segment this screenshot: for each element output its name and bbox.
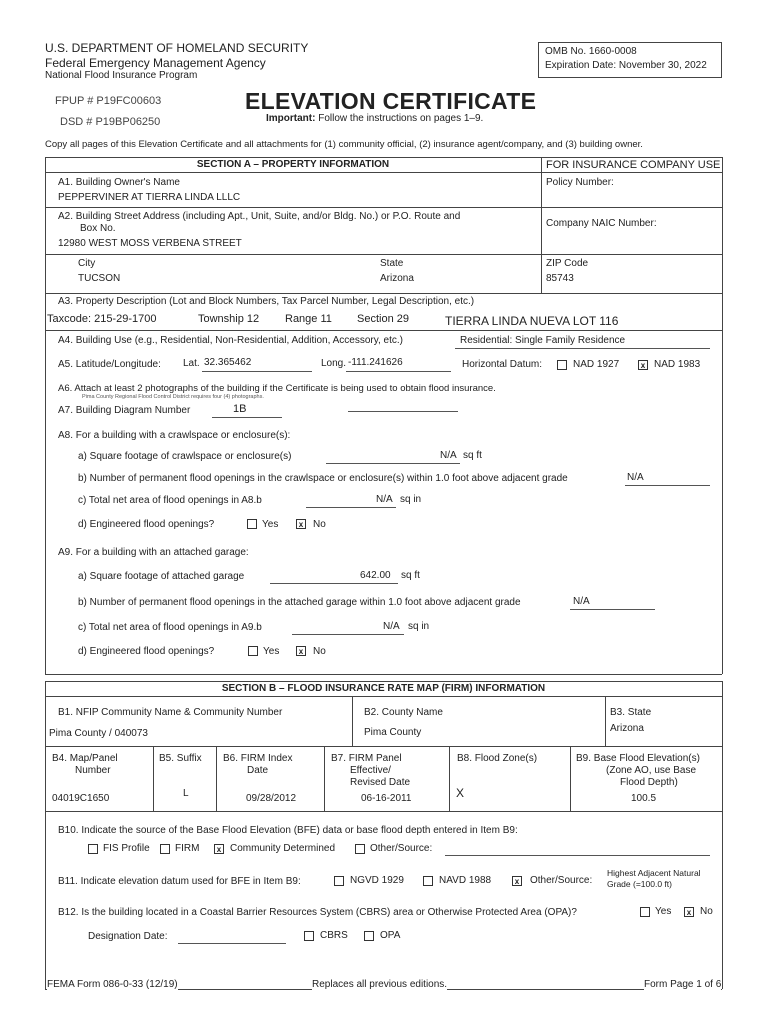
b7-firm-panel-date: 06-16-2011	[361, 793, 412, 804]
a9c-label: c) Total net area of flood openings in A9.b	[78, 622, 262, 633]
b12-no-label: No	[700, 906, 713, 917]
a2-label: A2. Building Street Address (including Apt., Unit, Suite, and/or Bldg. No.) or P.O. Route and	[58, 211, 461, 222]
b6-label-cont: Date	[247, 765, 269, 776]
b8-label: B8. Flood Zone(s)	[457, 753, 538, 764]
a8a-label: a) Square footage of crawlspace or enclosure(s)	[78, 451, 292, 462]
a6-note: Pima County Regional Flood Control District requires four (4) photographs.	[82, 394, 264, 400]
a9c-unit: sq in	[408, 621, 430, 632]
nad1927-label: NAD 1927	[573, 359, 620, 370]
b3-label: B3. State	[610, 707, 652, 718]
a8d-yes-label: Yes	[262, 519, 279, 530]
nad1927-checkbox[interactable]	[557, 360, 567, 370]
a8c-value: N/A	[376, 494, 393, 505]
replaces-note: Replaces all previous editions.	[312, 979, 448, 990]
a9a-value: 642.00	[360, 570, 391, 581]
b10-other-checkbox[interactable]	[355, 844, 365, 854]
form-number: FEMA Form 086-0-33 (12/19)	[47, 979, 178, 990]
section-b-title: SECTION B – FLOOD INSURANCE RATE MAP (FIRM) INFORMATION	[221, 683, 546, 694]
b10-fis-checkbox[interactable]	[88, 844, 98, 854]
a8a-value: N/A	[440, 450, 457, 461]
a5-lat-label: Lat.	[183, 358, 200, 369]
b12-yes-checkbox[interactable]	[640, 907, 650, 917]
a1-owner-name: PEPPERVINER AT TIERRA LINDA LLLC	[58, 192, 241, 203]
a3-label: A3. Property Description (Lot and Block Numbers, Tax Parcel Number, Legal Description, etc.)	[58, 296, 475, 307]
page-number: Form Page 1 of 6	[644, 979, 722, 990]
b9-label-cont2: Flood Depth)	[620, 777, 678, 788]
b3-state: Arizona	[610, 723, 644, 734]
naic-number-label: Company NAIC Number:	[546, 218, 657, 229]
b9-bfe: 100.5	[631, 793, 657, 804]
omb-number: OMB No. 1660-0008	[545, 46, 637, 57]
b10-firm-checkbox[interactable]	[160, 844, 170, 854]
a9b-label: b) Number of permanent flood openings in the attached garage within 1.0 foot above adjacent grade	[78, 597, 521, 608]
opa-label: OPA	[380, 930, 401, 941]
a3-lot-description: TIERRA LINDA NUEVA LOT 116	[445, 314, 619, 328]
a8c-label: c) Total net area of flood openings in A8.b	[78, 495, 262, 506]
b11-other-label: Other/Source:	[530, 875, 593, 886]
a8d-label: d) Engineered flood openings?	[78, 519, 215, 530]
b10-label: B10. Indicate the source of the Base Flood Elevation (BFE) data or base flood depth entered in Item B9:	[58, 825, 518, 836]
b1-community: Pima County / 040073	[49, 728, 148, 739]
b9-label-cont: (Zone AO, use Base	[606, 765, 697, 776]
program-name: National Flood Insurance Program	[45, 70, 198, 81]
copy-note: Copy all pages of this Elevation Certificate and all attachments for (1) community official, (2) insurance agent/company, and (3) building owner.	[45, 139, 643, 150]
a4-label: A4. Building Use (e.g., Residential, Non-Residential, Addition, Accessory, etc.)	[58, 335, 403, 346]
a9a-label: a) Square footage of attached garage	[78, 571, 245, 582]
b12-yes-label: Yes	[655, 906, 672, 917]
a3-range: Range 11	[285, 313, 332, 325]
city-value: TUCSON	[78, 273, 121, 284]
a5-label: A5. Latitude/Longitude:	[58, 359, 161, 370]
a3-section: Section 29	[357, 313, 409, 325]
cbrs-label: CBRS	[320, 930, 348, 941]
horizontal-datum-label: Horizontal Datum:	[462, 359, 543, 370]
section-a-title: SECTION A – PROPERTY INFORMATION	[196, 159, 390, 170]
a2-label-cont: Box No.	[80, 223, 116, 234]
b7-label: B7. FIRM Panel	[331, 753, 402, 764]
b5-label: B5. Suffix	[159, 753, 202, 764]
b11-ngvd-checkbox[interactable]	[334, 876, 344, 886]
state-label: State	[380, 258, 404, 269]
a9d-no-checkbox[interactable]: x	[296, 646, 306, 656]
nad1983-checkbox[interactable]: x	[638, 360, 648, 370]
b6-label: B6. FIRM Index	[223, 753, 293, 764]
important-note: Important: Follow the instructions on pages 1–9.	[266, 113, 484, 124]
b1-label: B1. NFIP Community Name & Community Number	[58, 707, 283, 718]
a1-label: A1. Building Owner's Name	[58, 177, 180, 188]
a8b-label: b) Number of permanent flood openings in the crawlspace or enclosure(s) within 1.0 foot above adjacent grade	[78, 473, 568, 484]
a9d-yes-label: Yes	[263, 646, 280, 657]
b10-other-label: Other/Source:	[370, 843, 433, 854]
b2-label: B2. County Name	[364, 707, 443, 718]
b11-label: B11. Indicate elevation datum used for BFE in Item B9:	[58, 876, 301, 887]
b2-county: Pima County	[364, 727, 422, 738]
insurance-use-title: FOR INSURANCE COMPANY USE	[546, 159, 721, 171]
a2-street-address: 12980 WEST MOSS VERBENA STREET	[58, 238, 242, 249]
a5-long-label: Long.	[321, 358, 347, 369]
b12-no-checkbox[interactable]: x	[684, 907, 694, 917]
state-value: Arizona	[380, 273, 414, 284]
a3-township: Township 12	[198, 313, 260, 325]
a8c-unit: sq in	[400, 494, 422, 505]
department-name: U.S. DEPARTMENT OF HOMELAND SECURITY	[45, 41, 309, 55]
b11-other-checkbox[interactable]: x	[512, 876, 522, 886]
b11-ngvd-label: NGVD 1929	[350, 875, 404, 886]
a9d-yes-checkbox[interactable]	[248, 646, 258, 656]
a9a-unit: sq ft	[401, 570, 420, 581]
nad1983-label: NAD 1983	[654, 359, 701, 370]
zip-value: 85743	[546, 273, 574, 284]
expiration-date: Expiration Date: November 30, 2022	[545, 60, 707, 71]
b4-label-cont: Number	[75, 765, 111, 776]
dsd-number: DSD # P19BP06250	[60, 116, 161, 128]
policy-number-label: Policy Number:	[546, 177, 614, 188]
city-label: City	[78, 258, 96, 269]
b10-community-label: Community Determined	[230, 843, 336, 854]
b11-other-source-line2: Grade (=100.0 ft)	[607, 879, 672, 889]
a6-label: A6. Attach at least 2 photographs of the building if the Certificate is being used to obtain flood insurance.	[58, 383, 496, 394]
b11-navd-checkbox[interactable]	[423, 876, 433, 886]
b10-community-checkbox[interactable]: x	[214, 844, 224, 854]
b12-label: B12. Is the building located in a Coastal Barrier Resources System (CBRS) area or Otherwise Protected Area (OPA)?	[58, 907, 577, 918]
a8d-no-checkbox[interactable]: x	[296, 519, 306, 529]
a5-latitude: 32.365462	[204, 357, 252, 368]
a9d-no-label: No	[313, 646, 326, 657]
fpup-number: FPUP # P19FC00603	[55, 95, 162, 107]
omb-box	[538, 42, 722, 78]
a8d-no-label: No	[313, 519, 326, 530]
a8d-yes-checkbox[interactable]	[247, 519, 257, 529]
a7-label: A7. Building Diagram Number	[58, 405, 191, 416]
agency-name: Federal Emergency Management Agency	[45, 56, 266, 70]
a9-label: A9. For a building with an attached garage:	[58, 547, 249, 558]
b11-navd-label: NAVD 1988	[439, 875, 492, 886]
b6-firm-index-date: 09/28/2012	[246, 793, 297, 804]
b4-map-panel: 04019C1650	[52, 793, 110, 804]
a9c-value: N/A	[383, 621, 400, 632]
a5-longitude: -111.241626	[348, 357, 403, 368]
b10-fis-label: FIS Profile	[103, 843, 150, 854]
b4-label: B4. Map/Panel	[52, 753, 118, 764]
b7-label-cont2: Revised Date	[350, 777, 411, 788]
b11-other-source-line1: Highest Adjacent Natural	[607, 868, 701, 878]
a9d-label: d) Engineered flood openings?	[78, 646, 215, 657]
b8-flood-zone: X	[456, 786, 465, 800]
a7-diagram-number: 1B	[233, 403, 247, 415]
b7-label-cont: Effective/	[350, 765, 391, 776]
a9b-value: N/A	[573, 596, 590, 607]
opa-checkbox[interactable]	[364, 931, 374, 941]
b10-firm-label: FIRM	[175, 843, 200, 854]
page-title: ELEVATION CERTIFICATE	[245, 88, 537, 114]
zip-label: ZIP Code	[546, 258, 589, 269]
a4-building-use: Residential: Single Family Residence	[460, 335, 626, 346]
a3-taxcode: Taxcode: 215-29-1700	[47, 313, 157, 325]
cbrs-checkbox[interactable]	[304, 931, 314, 941]
designation-date-label: Designation Date:	[88, 931, 168, 942]
a8b-value: N/A	[627, 472, 644, 483]
b5-suffix: L	[183, 788, 189, 799]
b9-label: B9. Base Flood Elevation(s)	[576, 753, 700, 764]
a8a-unit: sq ft	[463, 450, 482, 461]
a8-label: A8. For a building with a crawlspace or enclosure(s):	[58, 430, 291, 441]
